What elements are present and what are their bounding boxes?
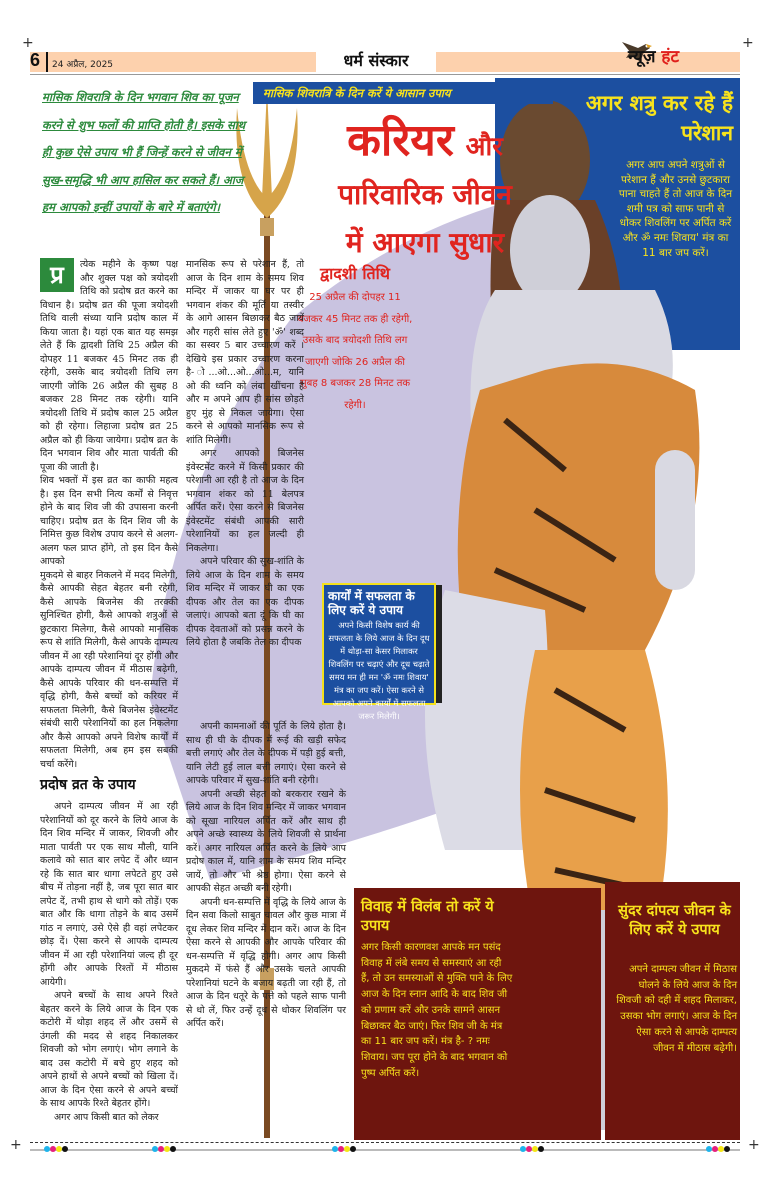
paragraph: मुकदमे से बाहर निकलने में मदद मिलेगी, कैसे आपकी सेहत बेहतर बनी रहेगी, कैसे आपके बिजनेस की तरक्की सुनिश्चित होगी, कैसे आपको शत्रुओं से छुटकारा मिलेगा, कैसे आपको मानसिक रूप से शांति मिलेगी, कैसे आपके दाम्पत्य जीवन में आ रही परेशानियां दूर होंगी और आपके दाम्पत्य जीवन में मीठास बढ़ेगी, कैसे आपके परिवार की धन-सम्पत्ति में वृद्धि होगी, कैसे बच्चों को करियर में सफलता मिलेगी, कैसे बिजनेस इंवेस्टमेंट संबंधी सारी परेशानियों का हल निकलेगा और कैसे आपको अपने विशेष कार्यों में सफलता मिलेगी, अब हम इस सबकी चर्चा करेंगे। <box>40 569 179 770</box>
header-rule <box>30 74 740 75</box>
marriage-box-body: अगर किसी कारणवश आपके मन पसंद विवाह में लंबे समय से समस्याएं आ रही हैं, तो उन समस्याओं से मुक्ति पाने के लिए आज के दिन स्नान आदि के बाद शिव जी को प्रणाम करें और उनके सामने आसन बिछाकर बैठ जाएं। फिर शिव जी के मंत्र का 11 बार जप करें। मंत्र है- ? नमः शिवाय। जप पूरा होने के बाद भगवान को पुष्प अर्पित करें। <box>361 942 513 1079</box>
article-column-2 <box>186 258 304 650</box>
page-number: 6 <box>30 50 41 70</box>
section-title: धर्म संस्कार <box>316 50 436 72</box>
paragraph: अपनी अच्छी सेहत को बरकरार रखने के लिये आज के दिन शिव मन्दिर में जाकर भगवान को सूखा नारियल अर्पित करें और साथ ही अपने अच्छे स्वास्थ्य के लिये शिवजी से प्रार्थना करें। अगर नारियल अर्पित करने के लिये आप प्रदोष काल में, यानि शाम के समय शिव मन्दिर जायें, तो और भी श्रेष्ठ होगा। ऐसा करने से आपकी सेहत अच्छी बनी रहेगी। <box>186 788 346 894</box>
issue-date: 24 अप्रैल, 2025 <box>52 60 114 70</box>
success-box-title: कार्यों में सफलता के लिए करें ये उपाय <box>328 589 415 617</box>
headline <box>300 115 550 266</box>
article-column-1 <box>40 258 178 1124</box>
paragraph: शिव भक्तों में इस व्रत का काफी महत्व है। इस दिन सभी नित्य कर्मों से निवृत्त होने के बाद शिव जी की उपासना करनी चाहिए। प्रदोष व्रत के दिन शिव जी के निमित्त कुछ विशेष उपाय करने से अलग-अलग फल प्राप्त होंगे, तो इस दिन कैसे आपको <box>40 475 178 567</box>
article-column-2-continued <box>186 720 346 1031</box>
crop-mark: + <box>748 1137 760 1153</box>
marital-box-body: अपने दाम्पत्य जीवन में मिठास घोलने के लिये आज के दिन शिवजी को दही में शहद मिलाकर, उसका भोग लगाएं। आज के दिन ऐसा करने से आपके दाम्पत्य जीवन में मीठास बढ़ेगी। <box>616 964 737 1054</box>
paragraph: मानसिक रूप से परेशान हैं, तो आज के दिन शाम के समय शिव मन्दिर में जाकर या घर पर ही भगवान शंकर की मूर्ति या तस्वीर के आगे आसन बिछाकर बैठ जायें और गहरी सांस लेते हुए 'ॐ' शब्द का सस्वर 5 बार उच्चारण करें । देखिये इस प्रकार उच्चारण करना है- ो...ओ...ओ...ओ...म, यानि ओ की ध्वनि को लंबा खींचना है और म अपने आप ही सांस छोड़ते हुए मुंह से निकल जायेगा। ऐसा करने से आपको मानसिक रूप से शांति मिलेगी। <box>186 259 304 446</box>
headline-line3: में आएगा सुधार <box>345 226 505 259</box>
paragraph: अगर आप किसी बात को लेकर <box>54 1111 159 1123</box>
enemy-box-title: अगर शत्रु कर रहे हैं परेशान <box>585 91 733 145</box>
crop-mark: + <box>22 35 34 51</box>
paragraph: त्येक महीने के कृष्ण पक्ष और शुक्ल पक्ष को त्रयोदशी तिथि को प्रदोष व्रत करने का विधान है। प्रदोष व्रत की पूजा त्रयोदशी तिथि वाली संध्या यानि प्रदोष काल में किया जाता है। यहां एक बात यह समझ लेते हैं कि द्वादशी तिथि 25 अप्रैल की दोपहर 11 बजकर 45 मिनट तक ही रहेगी, उसके बाद त्रयोदशी तिथि लग जाएगी जोकि 26 अप्रैल की सुबह 8 बजकर 28 मिनट तक रहेगी। यानि त्रयोदशी तिथि में प्रदोष काल 25 अप्रैल को ही रहेगा। लिहाजा प्रदोष व्रत 25 अप्रैल को ही किया जायेगा। प्रदोष व्रत के दिन भगवान शिव और माता पार्वती की पूजा की जाती है। <box>40 259 178 473</box>
brand-logo <box>628 44 679 67</box>
logo-part1: न्यूज़ <box>628 47 656 67</box>
footer-dashed-rule <box>30 1142 740 1143</box>
crop-mark: + <box>10 1137 22 1153</box>
crop-mark: + <box>742 35 754 51</box>
registration-dots-icon <box>332 1146 356 1152</box>
dvadashi-body: 25 अप्रैल की दोपहर 11 बजकर 45 मिनट तक ही रहेगी, उसके बाद त्रयोदशी तिथि लग जाएगी जोकि 26 अप्रैल की सुबह 8 बजकर 28 मिनट तक रहेगी। <box>297 292 413 411</box>
intro-standfirst: मासिक शिवरात्रि के दिन भगवान शिव का पूजन करने से शुभ फलों की प्राप्ति होती है। इसके साथ ही कुछ ऐसे उपाय भी हैं जिन्हें करने से जीवन में सुख-समृद्धि भी आप हासिल कर सकते हैं। आज हम आपको इन्हीं उपायों के बारे में बताएंगे। <box>42 90 246 215</box>
footer-rule <box>30 1149 740 1151</box>
registration-dots-icon <box>44 1146 68 1152</box>
paragraph: अपने दाम्पत्य जीवन में आ रही परेशानियों को दूर करने के लिये आज के दिन शिव मन्दिर में जाकर, शिवजी और माता पार्वती पर एक साथ मौली, यानि कलावे को सात बार लपेट दें और ध्यान रहे कि सात बार धागा लपेटते हुए उसे बीच में तोड़ना नहीं है, जब पूरा सात बार लपेट दें, तभी हाथ से धागे को तोड़ें। एक बात और कि धागा तोड़ने के बाद उसमें गांठ न लगाएं, उसे ऐसे ही वहां लपेटकर छोड़ दें। ऐसा करने से आपके दाम्पत्य जीवन में आ रही परेशानियां जल्द ही दूर होंगी और आपके रिश्तों में मीठास आयेगी। <box>40 801 178 988</box>
paragraph: अपने परिवार की सुख-शांति के लिये आज के दिन शाम के समय शिव मन्दिर में जाकर घी का एक दीपक और तेल का एक दीपक जलाएं। आपको बता दूं कि घी का दीपक देवताओं को प्रसन्न करने के लिये होता है जबकि तेल का दीपक <box>186 556 304 648</box>
headline-line2: पारिवारिक जीवन <box>338 178 512 211</box>
dvadashi-title: द्वादशी तिथि <box>319 264 391 283</box>
paragraph: अगर आपको बिजनेस इंवेस्टमेंट करने में किसी प्रकार की परेशानी आ रही है तो आज के दिन भगवान शंकर को 11 बेलपत्र अर्पित करें। ऐसा करने से बिजनेस इंवेस्टमेंट संबंधी आपकी सारी परेशानियों का हल जल्दी ही निकलेगा। <box>186 448 304 554</box>
paragraph: अपनी कामनाओं की पूर्ति के लिये होता है। साथ ही घी के दीपक में रूई की खड़ी सफेद बत्ती लगाएं और तेल के दीपक में पड़ी हुई बत्ती, यानि लेटी हुई लाल बत्ती लगाएं। ऐसा करने से आपके परिवार में सुख-शांति बनी रहेगी। <box>186 721 346 786</box>
success-box-body: अपने किसी विशेष कार्य की सफलता के लिये आज के दिन दूध में थोड़ा-सा केसर मिलाकर शिवलिंग पर चढ़ाएं और दूध चढ़ाते समय मन ही मन 'ॐ नमः शिवाय' मंत्र का जप करें। ऐसा करने से आपको अपने कार्यों में सफलता जरूर मिलेगी। <box>328 620 430 721</box>
logo-part2: हंट <box>661 47 680 67</box>
headline-kicker: मासिक शिवरात्रि के दिन करें ये आसान उपाय <box>253 82 553 104</box>
marital-box-title: सुंदर दांपत्य जीवन के लिए करें ये उपाय <box>618 903 731 938</box>
drop-cap: प्र <box>40 258 74 292</box>
section-subhead: प्रदोष व्रत के उपाय <box>40 777 136 793</box>
headline-word-and: और <box>465 132 503 162</box>
success-box <box>322 583 436 721</box>
registration-dots-icon <box>706 1146 730 1152</box>
registration-dots-icon <box>520 1146 544 1152</box>
header-separator <box>46 52 48 72</box>
registration-dots-icon <box>152 1146 176 1152</box>
marriage-box-title: विवाह में विलंब तो करें ये उपाय <box>361 899 494 934</box>
enemy-box-body: अगर आप अपने शत्रुओं से परेशान हैं और उनसे छुटकारा पाना चाहते हैं तो आज के दिन शमी पत्र को साफ पानी से धोकर शिवलिंग पर अर्पित करें और ॐ नमः शिवाय' मंत्र का 11 बार जप करें। <box>618 159 733 259</box>
paragraph: अपनी धन-सम्पत्ति में वृद्धि के लिये आज के दिन सवा किलो साबुत चावल और कुछ मात्रा में दूध लेकर शिव मन्दिर में दान करें। आज के दिन ऐसा करने से आपकी और आपके परिवार की धन-सम्पत्ति में वृद्धि होगी। अगर आप किसी मुकदमे में फंसे हैं और उसके चलते आपकी परेशानियां घटने के बजाय बढ़ती जा रही हैं, तो आज के दिन धतूरे के पत्ते को पहले साफ पानी से धो लें, फिर उन्हें दूध से धोकर शिवलिंग पर अर्पित करें। <box>186 896 346 1029</box>
headline-word-career: करियर <box>347 115 454 166</box>
paragraph: अपने बच्चों के साथ अपने रिश्ते बेहतर करने के लिये आज के दिन एक कटोरी में थोड़ा शहद लें और उसमें से उंगली की मदद से शहद निकालकर शिवजी को भोग लगाएं। भोग लगाने के बाद उस कटोरी में बचे हुए शहद को अपने हाथों से अपने बच्चों को खिला दें। आज के दिन ऐसा करने से अपने बच्चों के साथ आपके रिश्ते बेहतर होंगे। <box>40 990 178 1109</box>
